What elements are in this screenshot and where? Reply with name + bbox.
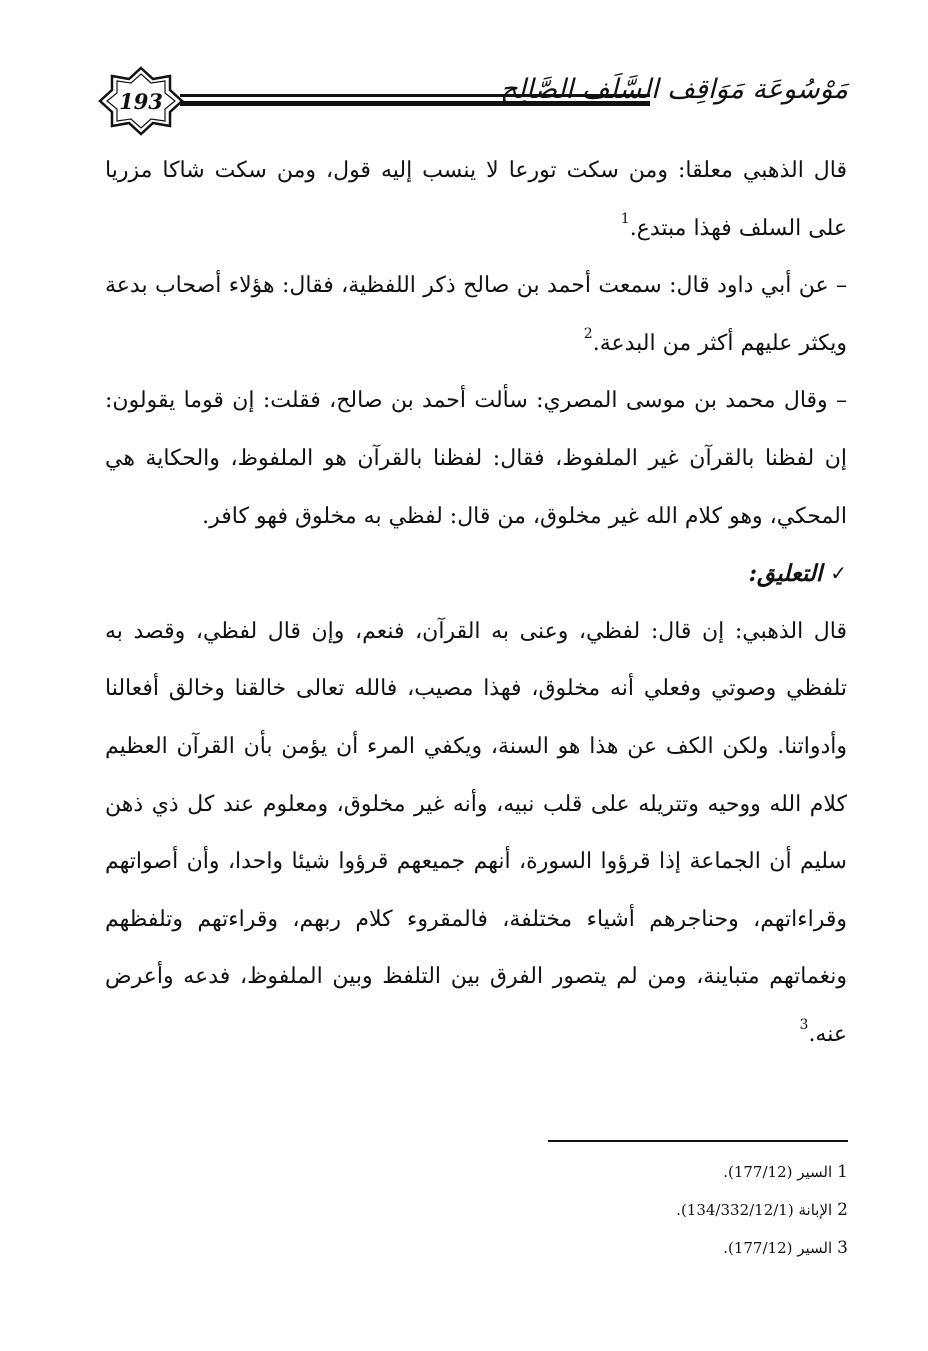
footnote-number: 2 bbox=[837, 1200, 848, 1220]
paragraph bbox=[105, 142, 847, 257]
footnote-ref[interactable]: 3 bbox=[799, 1016, 809, 1033]
paragraph-text: – وقال محمد بن موسى المصري: سألت أحمد بن صالح، فقلت: إن قوما يقولون: إن لفظنا بالقرآن غير الملفوظ، فقال: لفظنا بالقرآن هو الملفوظ، والحكاية هي المحكي، وهو كلام الله غير مخلوق، من قال: لفظي به مخلوق فهو كافر. bbox=[105, 388, 847, 529]
page-number: 193 bbox=[119, 88, 163, 114]
page-header bbox=[98, 66, 848, 136]
footnote-text: السير (177/12). bbox=[723, 1239, 833, 1257]
page-number-badge bbox=[98, 66, 184, 136]
footnote-item bbox=[560, 1153, 848, 1191]
commentary-text: قال الذهبي: إن قال: لفظي، وعنى به القرآن، فنعم، وإن قال لفظي، وقصد به تلفظي وصوتي وفعلي أنه مخلوق، فهذا مصيب، فالله تعالى خالقنا وخالق أفعالنا وأدواتنا. ولكن الكف عن هذا هو السنة، ويكفي المرء أن يؤمن بأن القرآن العظيم كلام الله ووحيه وتتريله على قلب نبيه، وأنه غير مخلوق، ومعلوم عند كل ذي ذهن سليم أن الجماعة إذا قرؤوا السورة، أنهم جميعهم قرؤوا شيئا واحدا، وأن أصواتهم وقراءاتهم، وحناجرهم أشياء مختلفة، فالمقروء كلام ربهم، وقراءتهم وتلفظهم ونغماتهم متباينة، ومن لم يتصور الفرق بين التلفظ وبين الملفوظ، فدعه وأعرض عنه. bbox=[105, 618, 847, 1047]
commentary-heading-label: التعليق: bbox=[748, 560, 823, 588]
footnotes bbox=[560, 1153, 848, 1267]
paragraph bbox=[105, 372, 847, 545]
paragraph-text: قال الذهبي معلقا: ومن سكت تورعا لا ينسب إليه قول، ومن سكت شاكا مزريا على السلف فهذا مبتدع. bbox=[105, 158, 847, 241]
main-text bbox=[105, 142, 847, 1064]
footnote-ref[interactable]: 2 bbox=[583, 325, 593, 342]
footnote-number: 1 bbox=[837, 1162, 848, 1182]
footnote-item bbox=[560, 1191, 848, 1229]
commentary-heading bbox=[105, 545, 847, 603]
footnote-ref[interactable]: 1 bbox=[620, 210, 630, 227]
paragraph-text: – عن أبي داود قال: سمعت أحمد بن صالح ذكر اللفظية، فقال: هؤلاء أصحاب بدعة ويكثر عليهم أكثر من البدعة. bbox=[105, 273, 847, 356]
book-title: مَوْسُوعَة مَوَاقِف السَّلَف الصَّالِح bbox=[500, 74, 848, 105]
footnote-text: الإبانة (134/332/12/1). bbox=[676, 1201, 833, 1219]
footnote-separator bbox=[548, 1140, 848, 1142]
footnote-item bbox=[560, 1229, 848, 1267]
commentary-paragraph bbox=[105, 603, 847, 1064]
paragraph bbox=[105, 257, 847, 372]
footnote-text: السير (177/12). bbox=[723, 1163, 833, 1181]
checkmark-icon: ✓ bbox=[830, 561, 847, 586]
footnote-number: 3 bbox=[837, 1238, 848, 1258]
